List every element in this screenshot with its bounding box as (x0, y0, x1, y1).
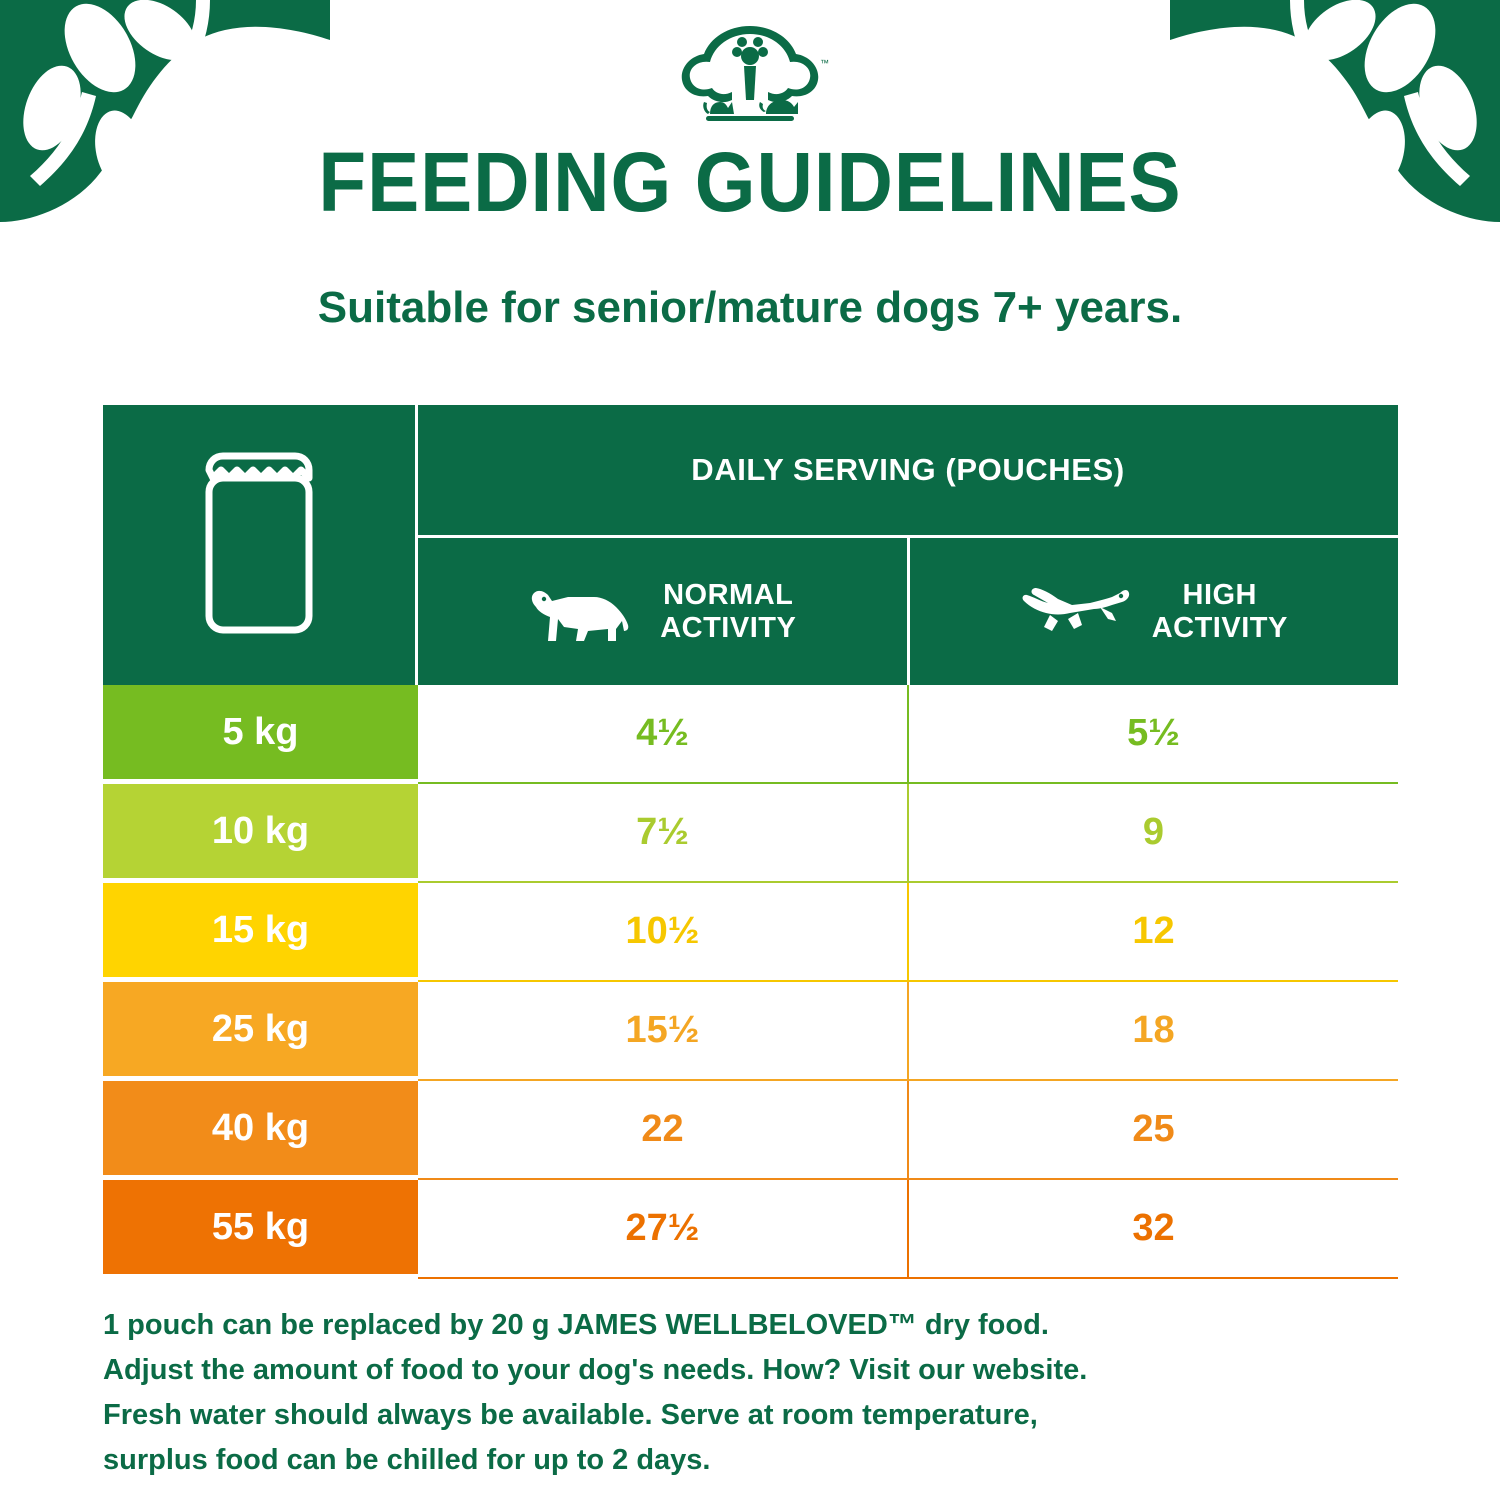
footer-note-line-2: Adjust the amount of food to your dog's needs. How? Visit our website. (103, 1353, 1088, 1386)
normal-activity-value: 4½ (418, 685, 909, 782)
weight-cell: 40 kg (103, 1081, 418, 1178)
high-activity-value: 5½ (909, 685, 1398, 782)
column-header-normal-activity-label: NORMAL ACTIVITY (660, 579, 797, 644)
high-activity-value: 25 (909, 1081, 1398, 1178)
weight-cell: 25 kg (103, 982, 418, 1079)
normal-activity-value: 27½ (418, 1180, 909, 1277)
weight-cell: 5 kg (103, 685, 418, 782)
table-row (103, 784, 1398, 883)
column-header-high-activity-label: HIGH ACTIVITY (1151, 579, 1288, 644)
leaf-decoration-right (1170, 0, 1500, 275)
feeding-table (103, 405, 1398, 1279)
footer-note-line-1: 1 pouch can be replaced by 20 g JAMES WELLBELOVED™ dry food. (103, 1309, 1049, 1341)
svg-text:™: ™ (820, 58, 829, 68)
high-activity-value: 18 (909, 982, 1398, 1079)
table-row (103, 883, 1398, 982)
jumping-dog-icon (1020, 579, 1130, 645)
normal-activity-value: 10½ (418, 883, 909, 980)
brand-logo (670, 22, 830, 132)
serving-header-group (418, 405, 1398, 685)
normal-activity-value: 7½ (418, 784, 909, 881)
table-header (103, 405, 1398, 685)
normal-activity-value: 22 (418, 1081, 909, 1178)
table-row (103, 685, 1398, 784)
footer-note-line-3: Fresh water should always be available. Serve at room temperature, (103, 1398, 1038, 1431)
weight-cell: 10 kg (103, 784, 418, 881)
page-title: FEEDING GUIDELINES (318, 135, 1182, 229)
leaf-decoration-left (0, 0, 330, 275)
column-header-normal-activity (418, 538, 907, 685)
normal-activity-value: 15½ (418, 982, 909, 1079)
table-row (103, 1180, 1398, 1279)
daily-serving-header: DAILY SERVING (POUCHES) (418, 405, 1398, 538)
high-activity-value: 12 (909, 883, 1398, 980)
footer-note (103, 1303, 1423, 1483)
footer-note-line-4: surplus food can be chilled for up to 2 days. (103, 1443, 711, 1476)
table-row (103, 1081, 1398, 1180)
page-subtitle: Suitable for senior/mature dogs 7+ years. (317, 283, 1183, 332)
weight-cell: 15 kg (103, 883, 418, 980)
table-body (103, 685, 1398, 1279)
weight-cell: 55 kg (103, 1180, 418, 1277)
standing-dog-icon (528, 579, 638, 645)
pouch-icon (197, 448, 321, 643)
column-header-high-activity (907, 538, 1399, 685)
high-activity-value: 9 (909, 784, 1398, 881)
table-row (103, 982, 1398, 1081)
high-activity-value: 32 (909, 1180, 1398, 1277)
pouch-icon-cell (103, 405, 418, 685)
